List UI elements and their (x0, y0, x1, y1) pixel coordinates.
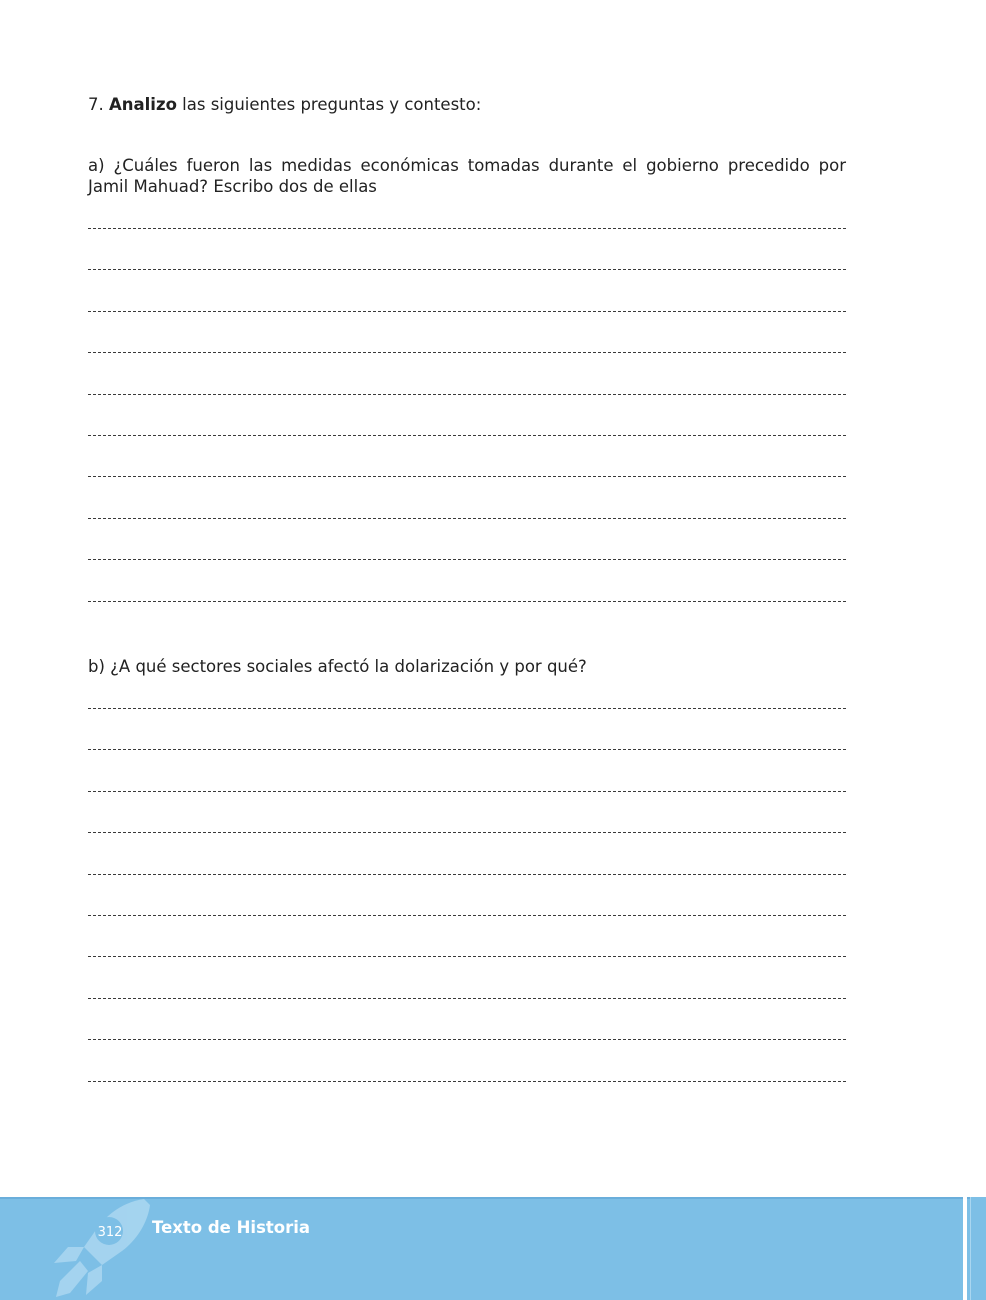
answer-line[interactable] (88, 311, 846, 312)
answer-line[interactable] (88, 915, 846, 916)
answer-line[interactable] (88, 874, 846, 875)
instruction-number: 7. (88, 95, 104, 114)
answer-line[interactable] (88, 956, 846, 957)
answer-line[interactable] (88, 749, 846, 750)
answer-line[interactable] (88, 352, 846, 353)
answer-line[interactable] (88, 269, 846, 270)
instruction (88, 94, 848, 116)
page-number: 312 (97, 1225, 123, 1240)
answer-line[interactable] (88, 791, 846, 792)
question-b: b) ¿A qué sectores sociales afectó la dolarización y por qué? (88, 657, 587, 676)
question-a: a) ¿Cuáles fueron las medidas económicas tomadas durante el gobierno precedido por Jamil Mahuad? Escribo dos de ellas (88, 156, 846, 196)
instruction-text: las siguientes preguntas y contesto: (176, 95, 482, 114)
answer-line[interactable] (88, 476, 846, 477)
answer-line[interactable] (88, 1081, 846, 1082)
answer-lines-a (88, 228, 846, 642)
instruction-verb: Analizo (109, 95, 177, 114)
answer-line[interactable] (88, 708, 846, 709)
answer-line[interactable] (88, 832, 846, 833)
answer-line[interactable] (88, 998, 846, 999)
book-title: Texto de Historia (152, 1218, 311, 1237)
answer-line[interactable] (88, 1039, 846, 1040)
footer-edge-tab (970, 1197, 986, 1300)
answer-line[interactable] (88, 228, 846, 229)
answer-line[interactable] (88, 518, 846, 519)
page-footer (0, 1197, 986, 1300)
answer-line[interactable] (88, 435, 846, 436)
answer-lines-b (88, 708, 846, 1122)
answer-line[interactable] (88, 394, 846, 395)
answer-line[interactable] (88, 559, 846, 560)
answer-line[interactable] (88, 601, 846, 602)
footer-edge-stripe (963, 1197, 967, 1300)
rocket-icon (40, 1197, 160, 1300)
